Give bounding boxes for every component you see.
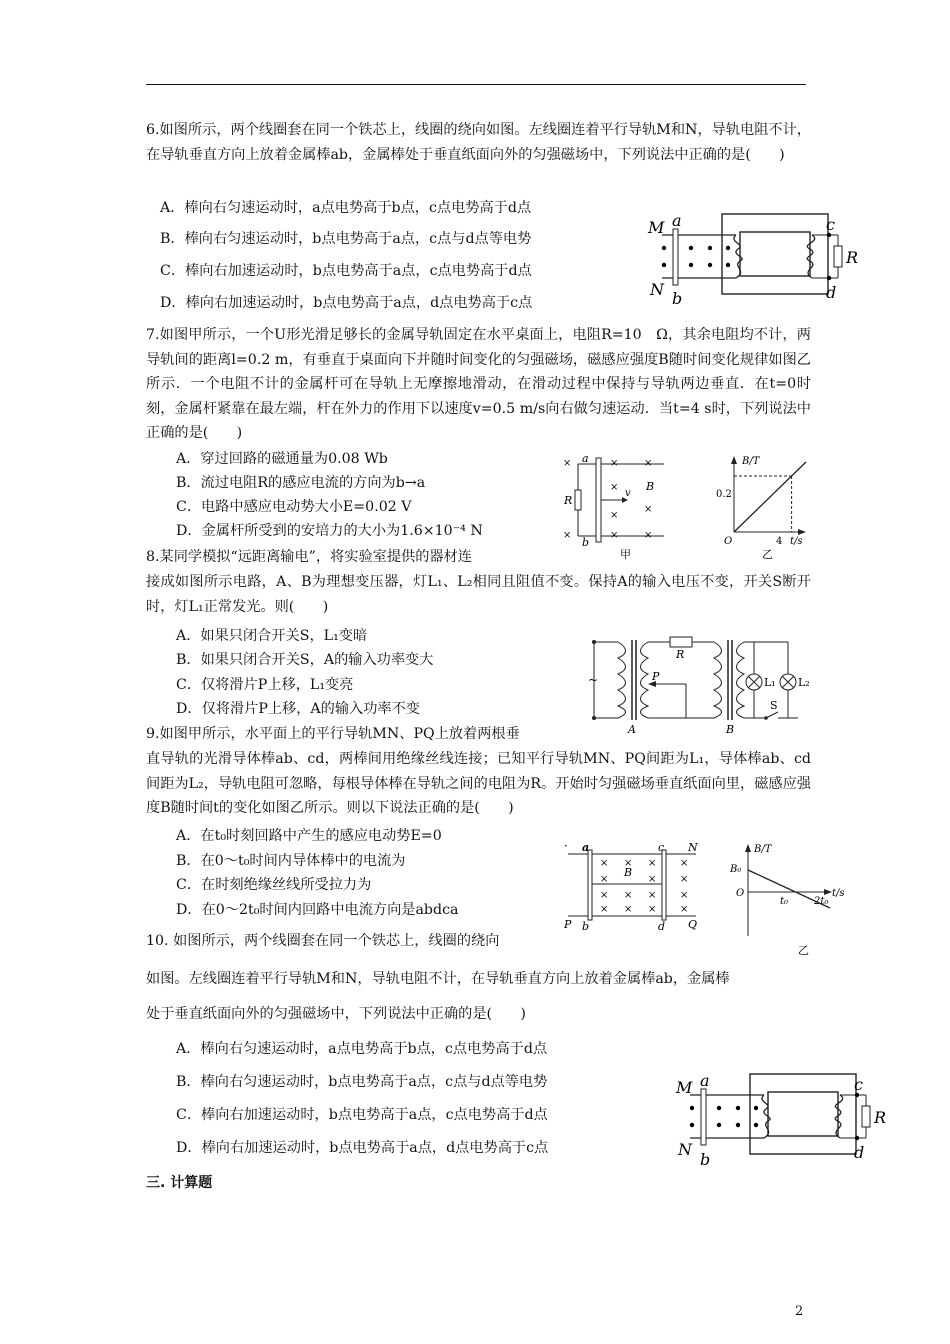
svg-text:×: × bbox=[610, 458, 619, 469]
svg-text:R: R bbox=[676, 648, 685, 661]
q9-bt-chart bbox=[728, 840, 858, 958]
svg-text:O: O bbox=[736, 888, 745, 899]
q8-option-d: D．仅将滑片P上移，A的输入功率不变 bbox=[176, 701, 420, 717]
q7-option-d: D．金属杆所受到的安培力的大小为1.6×10⁻⁴ N bbox=[176, 523, 483, 539]
q9-option-b: B．在0～t₀时间内导体棒中的电流为 bbox=[176, 853, 406, 869]
q10-coil-figure bbox=[668, 1058, 896, 1168]
svg-text:N: N bbox=[688, 841, 698, 854]
svg-text:×: × bbox=[644, 458, 653, 469]
q8-option-b: B．如果只闭合开关S，A的输入功率变大 bbox=[176, 652, 434, 668]
q6-option-d: D．棒向右加速运动时，b点电势高于a点，d点电势高于c点 bbox=[160, 295, 533, 311]
svg-text:L₁: L₁ bbox=[764, 676, 776, 689]
section-title: 三. 计算题 bbox=[146, 1175, 213, 1191]
svg-text:·: · bbox=[564, 840, 568, 853]
svg-text:R: R bbox=[874, 1108, 887, 1127]
svg-text:b: b bbox=[700, 1150, 711, 1168]
svg-text:t/s: t/s bbox=[832, 888, 845, 899]
svg-text:b: b bbox=[582, 536, 590, 549]
svg-text:c: c bbox=[658, 841, 665, 854]
svg-text:×: × bbox=[624, 858, 633, 869]
q10-option-a: A．棒向右匀速运动时，a点电势高于b点，c点电势高于d点 bbox=[176, 1041, 548, 1057]
label-m: M bbox=[648, 218, 665, 237]
q8-stem-rest: 接成如图所示电路，A、B为理想变压器，灯L₁、L₂相同且阻值不变。保持A的输入电压不变，开关S断开时，灯L₁正常发光。则( ) bbox=[146, 574, 811, 615]
svg-text:a: a bbox=[700, 1071, 710, 1090]
q9-caption-yi: 乙 bbox=[798, 944, 809, 957]
q9-stem-rest: 直导轨的光滑导体棒ab、cd，两棒间用绝缘丝线连接；已知平行导轨MN、PQ间距为L₁，导体棒ab、cd间距为L₂，导轨电阻可忽略，每根导体棒在导轨之间的电阻为R。开始时匀强磁场垂直纸面向里，磁感应强度B随时间t的变化如图乙所示。则以下说法正确的是( ) bbox=[146, 751, 811, 816]
svg-text:×: × bbox=[648, 904, 657, 915]
label-r: R bbox=[846, 248, 859, 267]
q8-option-a: A．如果只闭合开关S，L₁变暗 bbox=[176, 628, 368, 644]
svg-text:B: B bbox=[646, 480, 655, 493]
q9-stem-line1: 9.如图甲所示，水平面上的平行导轨MN、PQ上放着两根垂 bbox=[146, 726, 520, 742]
svg-text:O: O bbox=[724, 536, 733, 547]
svg-text:B₀: B₀ bbox=[730, 864, 742, 875]
svg-text:B: B bbox=[624, 866, 633, 879]
q10-option-d: D．棒向右加速运动时，b点电势高于a点，d点电势高于c点 bbox=[176, 1140, 549, 1156]
q7-rail-figure bbox=[560, 452, 700, 560]
q7-option-c: C．电路中感应电动势大小E=0.02 V bbox=[176, 499, 412, 515]
svg-text:B: B bbox=[726, 723, 735, 734]
svg-text:P: P bbox=[564, 918, 572, 931]
q7-stem: 7.如图甲所示，一个U形光滑足够长的金属导轨固定在水平桌面上，电阻R=10 Ω，其余电阻均不计，两导轨间的距离l=0.2 m，有垂直于桌面向下并随时间变化的匀强磁场，磁感应强度B随时间变化规律如图乙所示．一个电阻不计的金属杆可在导轨上无摩擦地滑动，在滑动过程中保持与导轨两边垂直．在t=0时刻，金属杆紧靠在最左端，杆在外力的作用下以速度v=0.5 m/s向右做匀速运动．当t=4 s时，下列说法中正确的是( ) bbox=[146, 327, 811, 441]
label-n: N bbox=[650, 280, 664, 299]
label-d: d bbox=[826, 283, 837, 302]
svg-text:2t₀: 2t₀ bbox=[814, 896, 829, 907]
q10-option-c: C．棒向右加速运动时，b点电势高于a点，c点电势高于d点 bbox=[176, 1107, 548, 1123]
svg-text:×: × bbox=[600, 890, 609, 901]
q7-option-a: A．穿过回路的磁通量为0.08 Wb bbox=[176, 451, 388, 467]
svg-text:×: × bbox=[563, 530, 572, 541]
page-number: 2 bbox=[795, 1304, 804, 1319]
q9-rails-figure bbox=[562, 840, 710, 936]
q7-y-tick: 0.2 bbox=[716, 489, 732, 500]
q9-option-a: A．在t₀时刻回路中产生的感应电动势E=0 bbox=[176, 828, 442, 844]
label-c: c bbox=[826, 215, 835, 234]
svg-text:b: b bbox=[582, 920, 590, 933]
q9-option-c: C．在时刻绝缘丝线所受拉力为 bbox=[176, 877, 372, 893]
svg-text:P: P bbox=[652, 670, 660, 683]
svg-text:×: × bbox=[610, 510, 619, 521]
q6-stem: 6.如图所示，两个线圈套在同一个铁芯上，线圈的绕向如图。左线圈连着平行导轨M和N，导轨电阻不计，在导轨垂直方向上放着金属棒ab，金属棒处于垂直纸面向外的匀强磁场中，下列说法中正确的是( ) bbox=[146, 122, 811, 163]
svg-text:d: d bbox=[658, 920, 666, 933]
q6-option-a: A．棒向右匀速运动时，a点电势高于b点，c点电势高于d点 bbox=[160, 200, 532, 216]
q9-option-d: D．在0～2t₀时间内回路中电流方向是abdca bbox=[176, 902, 459, 918]
svg-text:R: R bbox=[564, 494, 573, 507]
svg-text:×: × bbox=[600, 904, 609, 915]
q8-circuit-figure bbox=[586, 634, 816, 734]
svg-text:L₂: L₂ bbox=[798, 676, 810, 689]
svg-text:×: × bbox=[644, 504, 653, 515]
svg-text:×: × bbox=[600, 858, 609, 869]
q10-option-b: B．棒向右匀速运动时，b点电势高于a点，c点与d点等电势 bbox=[176, 1074, 548, 1090]
svg-text:M: M bbox=[676, 1078, 693, 1097]
label-a: a bbox=[672, 211, 682, 230]
header-rule bbox=[146, 84, 806, 85]
svg-text:t₀: t₀ bbox=[780, 896, 789, 907]
q7-series-line bbox=[734, 462, 806, 532]
svg-text:v: v bbox=[625, 488, 631, 499]
svg-text:×: × bbox=[648, 874, 657, 885]
svg-text:c: c bbox=[854, 1075, 863, 1094]
svg-text:~: ~ bbox=[588, 673, 599, 687]
svg-text:×: × bbox=[624, 904, 633, 915]
q6-option-c: C．棒向右加速运动时，b点电势高于a点，c点电势高于d点 bbox=[160, 263, 532, 279]
q10-stem-line1: 10. 如图所示，两个线圈套在同一个铁芯上，线圈的绕向 bbox=[146, 933, 500, 949]
svg-text:×: × bbox=[680, 890, 689, 901]
q6-option-b: B．棒向右匀速运动时，b点电势高于a点，c点与d点等电势 bbox=[160, 231, 532, 247]
q7-bt-chart bbox=[710, 452, 814, 560]
svg-text:×: × bbox=[648, 890, 657, 901]
svg-text:a: a bbox=[582, 841, 590, 854]
q8-option-c: C．仅将滑片P上移，L₁变亮 bbox=[176, 677, 354, 693]
svg-text:d: d bbox=[854, 1143, 865, 1162]
svg-text:a: a bbox=[582, 452, 589, 465]
q8-stem-line1: 8.某同学模拟“远距离输电”，将实验室提供的器材连 bbox=[146, 549, 472, 565]
q6-coil-figure bbox=[640, 200, 868, 306]
svg-text:×: × bbox=[680, 858, 689, 869]
q10-stem-line2: 如图。左线圈连着平行导轨M和N，导轨电阻不计，在导轨垂直方向上放着金属棒ab，金属棒 bbox=[146, 971, 730, 987]
svg-text:N: N bbox=[678, 1140, 692, 1159]
svg-text:S: S bbox=[770, 699, 778, 712]
svg-text:Q: Q bbox=[688, 918, 698, 931]
svg-text:t/s: t/s bbox=[790, 536, 803, 547]
svg-text:×: × bbox=[644, 530, 653, 541]
svg-text:×: × bbox=[563, 458, 572, 469]
svg-text:B/T: B/T bbox=[754, 844, 772, 855]
svg-text:A: A bbox=[628, 723, 636, 734]
q7-x-tick: 4 bbox=[776, 536, 783, 547]
svg-text:×: × bbox=[610, 530, 619, 541]
svg-text:×: × bbox=[680, 874, 689, 885]
svg-text:×: × bbox=[648, 858, 657, 869]
svg-text:×: × bbox=[600, 874, 609, 885]
svg-text:×: × bbox=[610, 482, 619, 493]
q7-caption-jia: 甲 bbox=[620, 548, 631, 560]
svg-text:×: × bbox=[624, 890, 633, 901]
q10-stem-line3: 处于垂直纸面向外的匀强磁场中，下列说法中正确的是( ) bbox=[146, 1006, 526, 1022]
svg-text:×: × bbox=[680, 904, 689, 915]
q7-option-b: B．流过电阻R的感应电流的方向为b→a bbox=[176, 475, 426, 491]
label-b: b bbox=[672, 289, 683, 306]
svg-text:B/T: B/T bbox=[742, 456, 760, 467]
q7-caption-yi: 乙 bbox=[762, 548, 773, 560]
